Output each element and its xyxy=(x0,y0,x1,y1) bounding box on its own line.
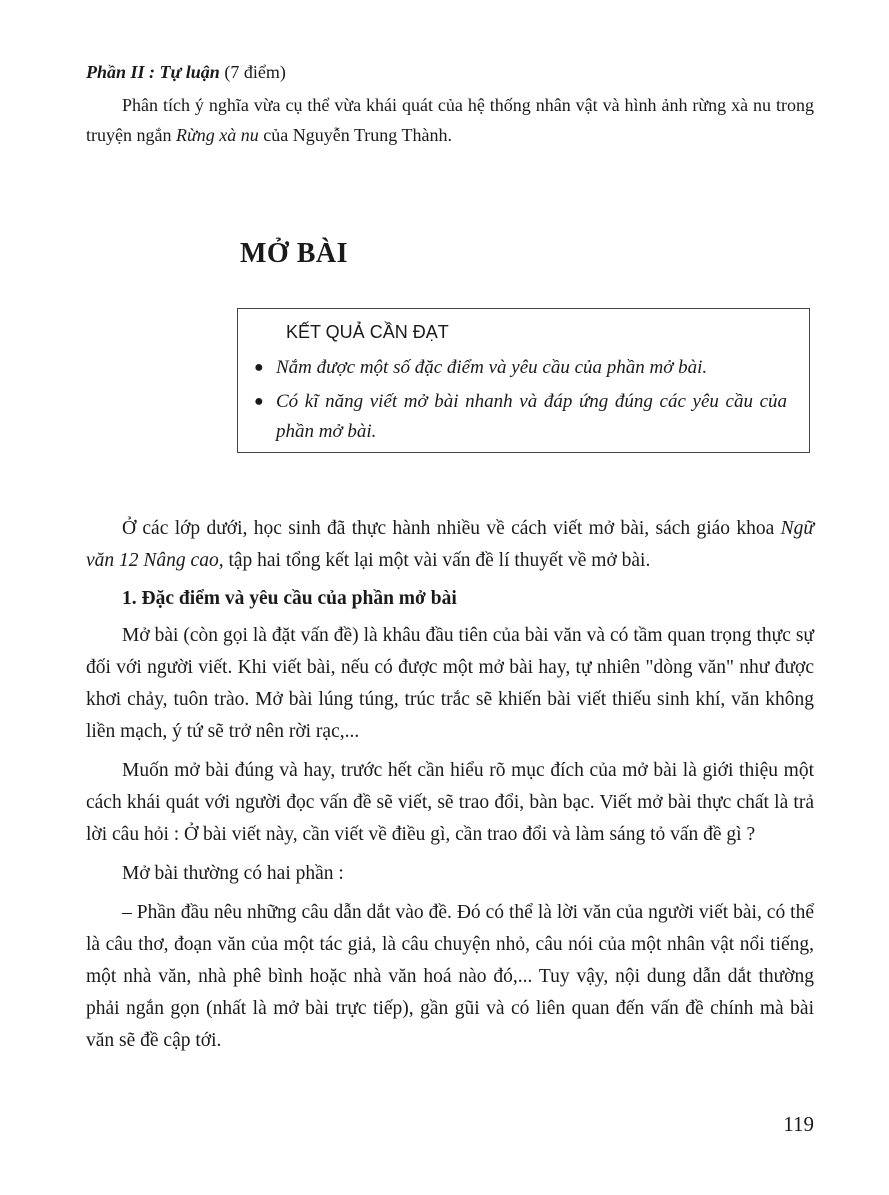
subsection-heading: 1. Đặc điểm và yêu cầu của phần mở bài xyxy=(122,588,457,609)
part-points: (7 điểm) xyxy=(224,62,286,82)
bullet-icon: ● xyxy=(254,393,264,410)
prompt-text-before: Phân tích ý nghĩa vừa cụ thể vừa khái quát của hệ thống nhân vật và hình ảnh rừng xà nu trong truyện ngắn xyxy=(86,95,814,145)
outcome-item xyxy=(254,353,787,383)
paragraph: Muốn mở bài đúng và hay, trước hết cần hiểu rõ mục đích của mở bài là giới thiệu một cách khái quát với người đọc vấn đề sẽ viết, sẽ trao đổi, bàn bạc. Viết mở bài thực chất là trả lời câu hỏi : Ở bài viết này, cần viết về điều gì, cần trao đổi và làm sáng tỏ vấn đề gì ? xyxy=(86,760,814,845)
intro-paragraph xyxy=(86,513,814,577)
intro-text-after: , tập hai tổng kết lại một vài vấn đề lí thuyết về mở bài. xyxy=(218,550,651,571)
prompt-work-title: Rừng xà nu xyxy=(175,125,259,145)
outcome-text: Nắm được một số đặc điểm và yêu cầu của phần mở bài. xyxy=(276,357,708,378)
body-text xyxy=(86,513,814,1064)
outcomes-list xyxy=(254,353,787,447)
part-label: Phần II : Tự luận xyxy=(86,62,220,82)
learning-outcomes-box xyxy=(237,308,810,453)
outcome-text: Có kĩ năng viết mở bài nhanh và đáp ứng đúng các yêu cầu của phần mở bài. xyxy=(276,391,787,442)
paragraph: Mở bài thường có hai phần : xyxy=(122,863,344,884)
paragraph: Mở bài (còn gọi là đặt vấn đề) là khâu đầu tiên của bài văn và có tầm quan trọng thực sự đối với người viết. Khi viết bài, nếu có được một mở bài hay, tự nhiên "dòng văn" như được khơi chảy, tuôn trào. Mở bài lúng túng, trúc trắc sẽ khiến bài viết thiếu sinh khí, văn không liền mạch, ý tứ sẽ trở nên rời rạc,... xyxy=(86,625,814,742)
paragraph: – Phần đầu nêu những câu dẫn dắt vào đề. Đó có thể là lời văn của người viết bài, có thể là câu thơ, đoạn văn của một tác giả, là câu chuyện nhỏ, câu nói của một nhân vật nổi tiếng, một nhà văn, nhà phê bình hoặc nhà văn hoá nào đó,... Tuy vậy, nội dung dẫn dắt thường phải ngắn gọn (nhất là mở bài trực tiếp), gần gũi và có liên quan đến vấn đề chính mà bài văn sẽ đề cập tới. xyxy=(86,902,814,1051)
page-number: 119 xyxy=(783,1112,814,1136)
intro-text-before: Ở các lớp dưới, học sinh đã thực hành nhiều về cách viết mở bài, sách giáo khoa xyxy=(122,518,781,539)
outcome-item xyxy=(254,387,787,447)
essay-prompt xyxy=(86,90,814,150)
section-title: MỞ BÀI xyxy=(240,238,348,269)
prompt-text-after: của Nguyễn Trung Thành. xyxy=(258,125,452,145)
document-page xyxy=(86,58,814,1051)
bullet-icon: ● xyxy=(254,359,264,376)
exam-part-heading xyxy=(86,58,814,86)
intro-book-title: Ngữ văn 12 Nâng cao xyxy=(86,518,814,571)
outcomes-heading: KẾT QUẢ CẦN ĐẠT xyxy=(286,322,449,342)
